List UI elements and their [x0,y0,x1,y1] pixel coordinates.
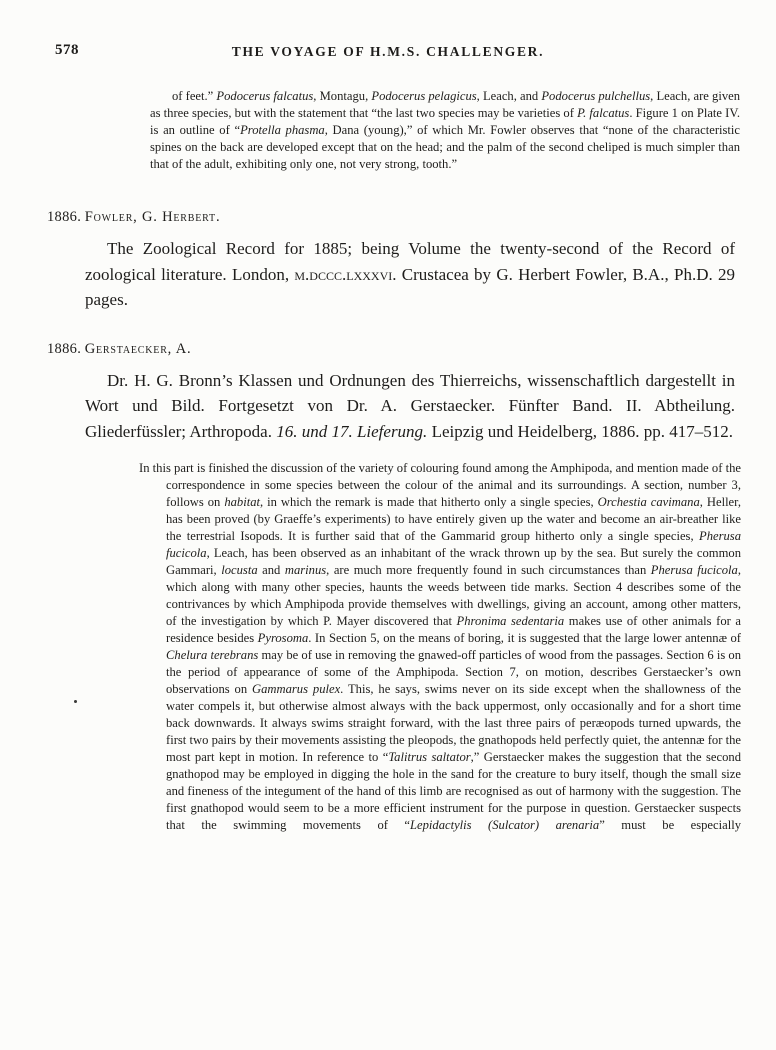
entry-year: 1886. [47,340,82,357]
entry-body: Dr. H. G. Bronn’s Klassen und Ordnungen des Thierreichs, wissenschaftlich dargestellt in Wort und Bild. Fortgesetzt von Dr. A. Gerstaecker. Fünfter Band. II. Abtheilung. Gliederfüssler; Arthropoda. 16. und 17. Lieferung. Leipzig und Heidelberg, 1886. pp. 417–512. [85,370,735,441]
bibliography-entry-fowler [0,209,776,313]
continuation-note: of feet.” Podocerus falcatus, Montagu, Podocerus pelagicus, Leach, and Podocerus pulchellus, Leach, are given as three species, but with the statement that “the last two species may be varieties of P. falcatus. Figure 1 on Plate IV. is an outline of “Protella phasma, Dana (young),” of which Mr. Fowler observes that “none of the characteristic spines on the back are developed except that on the head; and the palm of the second cheliped is much simpler than that of the adult, exhibiting only one, not very strong, tooth.” [150,89,740,171]
entry-note: In this part is finished the discussion of the variety of colouring found among the Amphipoda, and mention made of the correspondence in some species between the colour of the animal and its surroundings. A section, number 3, follows on habitat, in which the remark is made that hitherto only a single species, Orchestia cavimana, Heller, has been proved (by Graeffe’s experiments) to have entirely given up the water and become an air-breather like the terrestrial Isopods. It is further said that of the Gammarid group hitherto only a single species, Pherusa fucicola, Leach, has been observed as an inhabitant of the wrack thrown up by the sea. But surely the common Gammari, locusta and marinus, are much more frequently found in such circumstances than Pherusa fucicola, which along with many other species, haunts the weeds between tide marks. Section 4 describes some of the contrivances by which Amphipoda provide themselves with dwellings, giving an account, among other matters, of the investigation by which P. Mayer discovered that Phronima sedentaria makes use of other animals for a residence besides Pyrosoma. In Section 5, on the means of boring, it is suggested that the large lower antennæ of Chelura terebrans may be of use in removing the gnawed-off particles of wood from the passages. Section 6 is on the period of appearance of some of the Amphipoda. Section 7, on motion, describes Gerstaecker’s own observations on Gammarus pulex. This, he says, swims never on its side except when the shallowness of the water compels it, but otherwise almost always with the back uppermost, only occasionally and for a short time back downwards. It always swims straight forward, with the last three pairs of peræopods turned upwards, the first two pairs by their movements assisting the pleopods, the gnathopods held perfectly quiet, the antennæ for the most part kept in motion. In reference to “Talitrus saltator,” Gerstaecker makes the suggestion that the second gnathopod may be employed in digging the hole in the sand for the creature to bury itself, though the small size and fineness of the integument of the hand of this limb are recognised as out of harmony with the suggestion. The first gnathopod would seem to be a more efficient instrument for the purpose in question. Gerstaecker suspects that the swimming movements of “Lepidactylis (Sulcator) arenaria” must be especially [139,461,742,832]
page-header [0,0,776,62]
print-speck [74,700,77,703]
entry-heading [47,341,776,358]
bibliography-entry-gerstaecker [0,341,776,835]
page-number: 578 [55,42,79,58]
entry-year: 1886. [47,209,82,225]
entry-author: Gerstaecker, A. [84,340,192,357]
entry-author: Fowler, G. Herbert. [84,209,221,225]
running-title: THE VOYAGE OF H.M.S. CHALLENGER. [231,44,545,59]
entry-heading [47,209,776,226]
entry-body: The Zoological Record for 1885; being Volume the twenty-second of the Record of zoological literature. London, m.dccc.lxxxvi. Crustacea by G. Herbert Fowler, B.A., Ph.D. 29 pages. [85,239,735,309]
